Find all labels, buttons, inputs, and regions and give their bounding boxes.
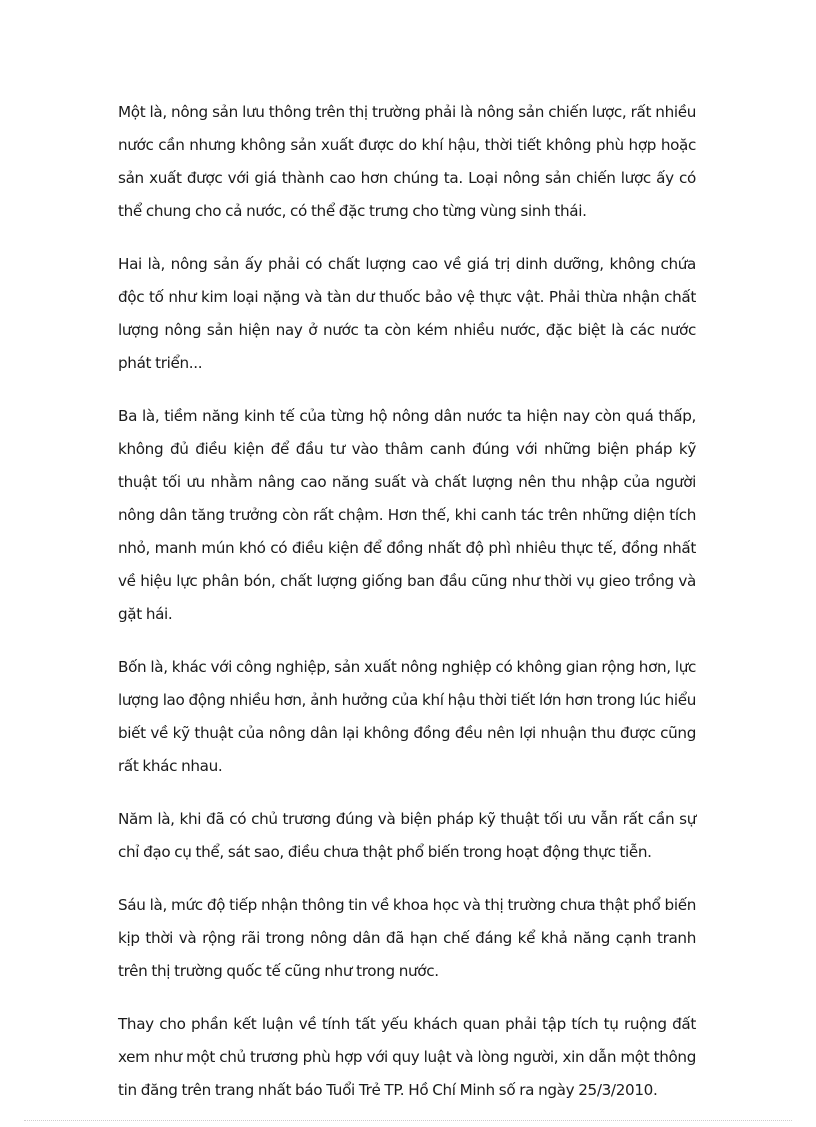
paragraph-hai-la: Hai là, nông sản ấy phải có chất lượng cao về giá trị dinh dưỡng, không chứa độc tố như kim loại nặng và tàn dư thuốc bảo vệ thực vật. Phải thừa nhận chất lượng nông sản hiện nay ở nước ta còn kém nhiều nước, đặc biệt là các nước phát triển... [118, 255, 696, 372]
document-body [118, 96, 696, 1127]
paragraph-nam-la: Năm là, khi đã có chủ trương đúng và biện pháp kỹ thuật tối ưu vẫn rất cần sự chỉ đạo cụ thể, sát sao, điều chưa thật phổ biến trong hoạt động thực tiễn. [118, 810, 696, 861]
paragraph-mot-la: Một là, nông sản lưu thông trên thị trường phải là nông sản chiến lược, rất nhiều nước cần nhưng không sản xuất được do khí hậu, thời tiết không phù hợp hoặc sản xuất được với giá thành cao hơn chúng ta. Loại nông sản chiến lược ấy có thể chung cho cả nước, có thể đặc trưng cho từng vùng sinh thái. [118, 103, 696, 220]
page-bottom-divider [24, 1120, 792, 1121]
paragraph-sau-la: Sáu là, mức độ tiếp nhận thông tin về khoa học và thị trường chưa thật phổ biến kịp thời và rộng rãi trong nông dân đã hạn chế đáng kể khả năng cạnh tranh trên thị trường quốc tế cũng như trong nước. [118, 896, 696, 980]
paragraph-ba-la: Ba là, tiềm năng kinh tế của từng hộ nông dân nước ta hiện nay còn quá thấp, không đủ điều kiện để đầu tư vào thâm canh đúng với những biện pháp kỹ thuật tối ưu nhằm nâng cao năng suất và chất lượng nên thu nhập của người nông dân tăng trưởng còn rất chậm. Hơn thế, khi canh tác trên những diện tích nhỏ, manh mún khó có điều kiện để đồng nhất độ phì nhiêu thực tế, đồng nhất về hiệu lực phân bón, chất lượng giống ban đầu cũng như thời vụ gieo trồng và gặt hái. [118, 407, 696, 623]
paragraph-ket-luan: Thay cho phần kết luận về tính tất yếu khách quan phải tập tích tụ ruộng đất xem như một chủ trương phù hợp với quy luật và lòng người, xin dẫn một thông tin đăng trên trang nhất báo Tuổi Trẻ TP. Hồ Chí Minh số ra ngày 25/3/2010. [118, 1015, 696, 1099]
paragraph-bon-la: Bốn là, khác với công nghiệp, sản xuất nông nghiệp có không gian rộng hơn, lực lượng lao động nhiều hơn, ảnh hưởng của khí hậu thời tiết lớn hơn trong lúc hiểu biết về kỹ thuật của nông dân lại không đồng đều nên lợi nhuận thu được cũng rất khác nhau. [118, 658, 696, 775]
